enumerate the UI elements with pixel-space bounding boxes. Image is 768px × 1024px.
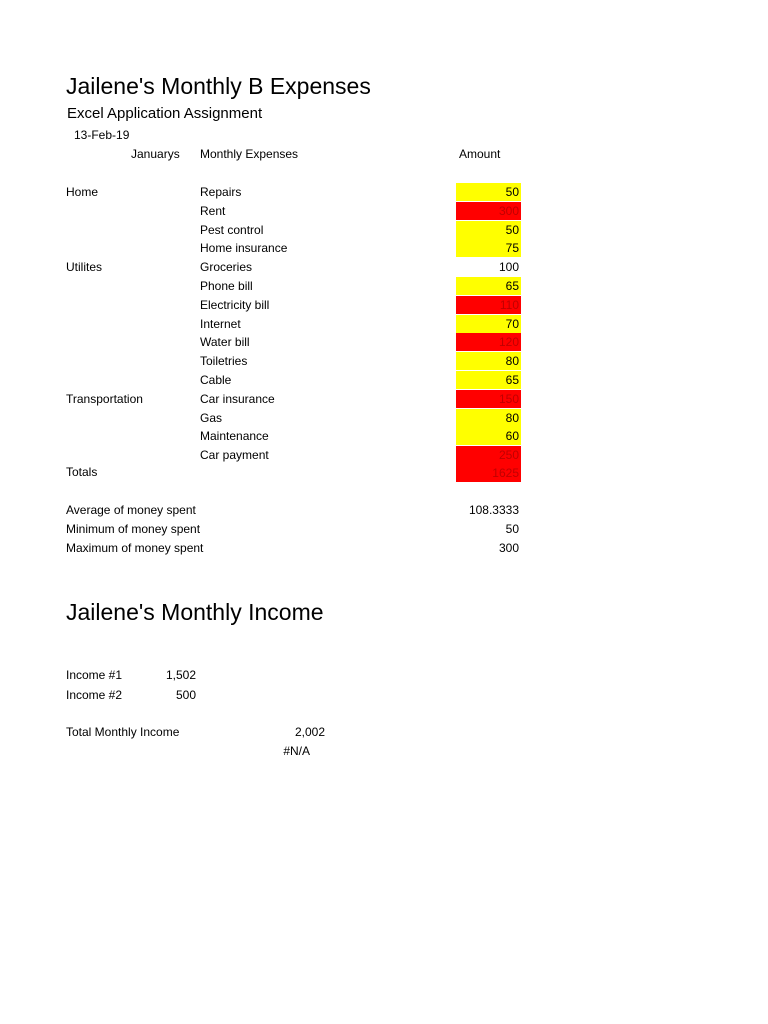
expense-item-amount: 80	[456, 409, 521, 427]
expense-item-name: Gas	[200, 410, 223, 425]
expense-item-name: Pest control	[200, 222, 264, 237]
expense-item-name: Water bill	[200, 335, 250, 350]
expense-item-name: Groceries	[200, 260, 253, 275]
expense-item-amount: 80	[456, 352, 521, 370]
expense-item-amount: 70	[456, 315, 521, 333]
income-value: 500	[175, 688, 196, 702]
expenses-title: Jailene's Monthly B Expenses	[66, 73, 371, 99]
expense-item-amount: 100	[498, 260, 519, 275]
total-income-value: 2,002	[294, 725, 325, 739]
stat-value: 50	[505, 522, 519, 536]
expense-item-amount: 65	[456, 371, 521, 389]
category-label: Home	[66, 185, 99, 199]
expense-item-name: Car payment	[200, 448, 269, 463]
header-month: Januarys	[131, 147, 180, 161]
expense-item-amount: 300	[456, 202, 521, 220]
income-title: Jailene's Monthly Income	[66, 599, 324, 625]
expense-item-amount: 250	[456, 446, 521, 464]
expense-item-amount: 120	[456, 333, 521, 351]
report-date: 13-Feb-19	[74, 128, 130, 142]
income-label: Income #2	[66, 688, 123, 702]
expense-item-amount: 150	[456, 390, 521, 408]
expense-item-name: Phone bill	[200, 279, 253, 293]
stat-value: 300	[498, 541, 519, 555]
expense-item-name: Internet	[200, 316, 241, 331]
income-label: Income #1	[66, 668, 123, 682]
expense-item-name: Rent	[200, 203, 226, 218]
expense-item-name: Toiletries	[200, 354, 248, 369]
total-income-label: Total Monthly Income	[66, 725, 180, 739]
expense-item-name: Home insurance	[200, 241, 288, 256]
expense-item-amount: 75	[456, 239, 521, 257]
expense-item-amount: 60	[456, 427, 521, 445]
income-value: 1,502	[165, 668, 196, 682]
expense-item-amount: 50	[456, 183, 521, 201]
category-label: Utilites	[66, 260, 103, 275]
na-error-value: #N/A	[283, 744, 310, 758]
expense-item-amount: 50	[456, 221, 521, 239]
expenses-subtitle: Excel Application Assignment	[67, 105, 263, 122]
expense-item-name: Electricity bill	[200, 297, 270, 312]
category-label: Transportation	[66, 391, 143, 406]
expense-item-name: Cable	[200, 373, 232, 387]
header-monthly-expenses: Monthly Expenses	[200, 147, 299, 161]
stat-label: Maximum of money spent	[66, 541, 204, 555]
expense-item-name: Maintenance	[200, 429, 269, 444]
totals-label: Totals	[66, 465, 98, 479]
stat-label: Average of money spent	[66, 503, 196, 517]
totals-amount: 1625	[456, 464, 521, 482]
expense-item-name: Repairs	[200, 185, 242, 199]
stat-value: 108.3333	[468, 503, 519, 517]
header-amount: Amount	[459, 147, 501, 161]
stat-label: Minimum of money spent	[66, 522, 201, 536]
expense-item-amount: 110	[456, 296, 521, 314]
expense-item-amount: 65	[456, 277, 521, 295]
expense-item-name: Car insurance	[200, 391, 275, 406]
